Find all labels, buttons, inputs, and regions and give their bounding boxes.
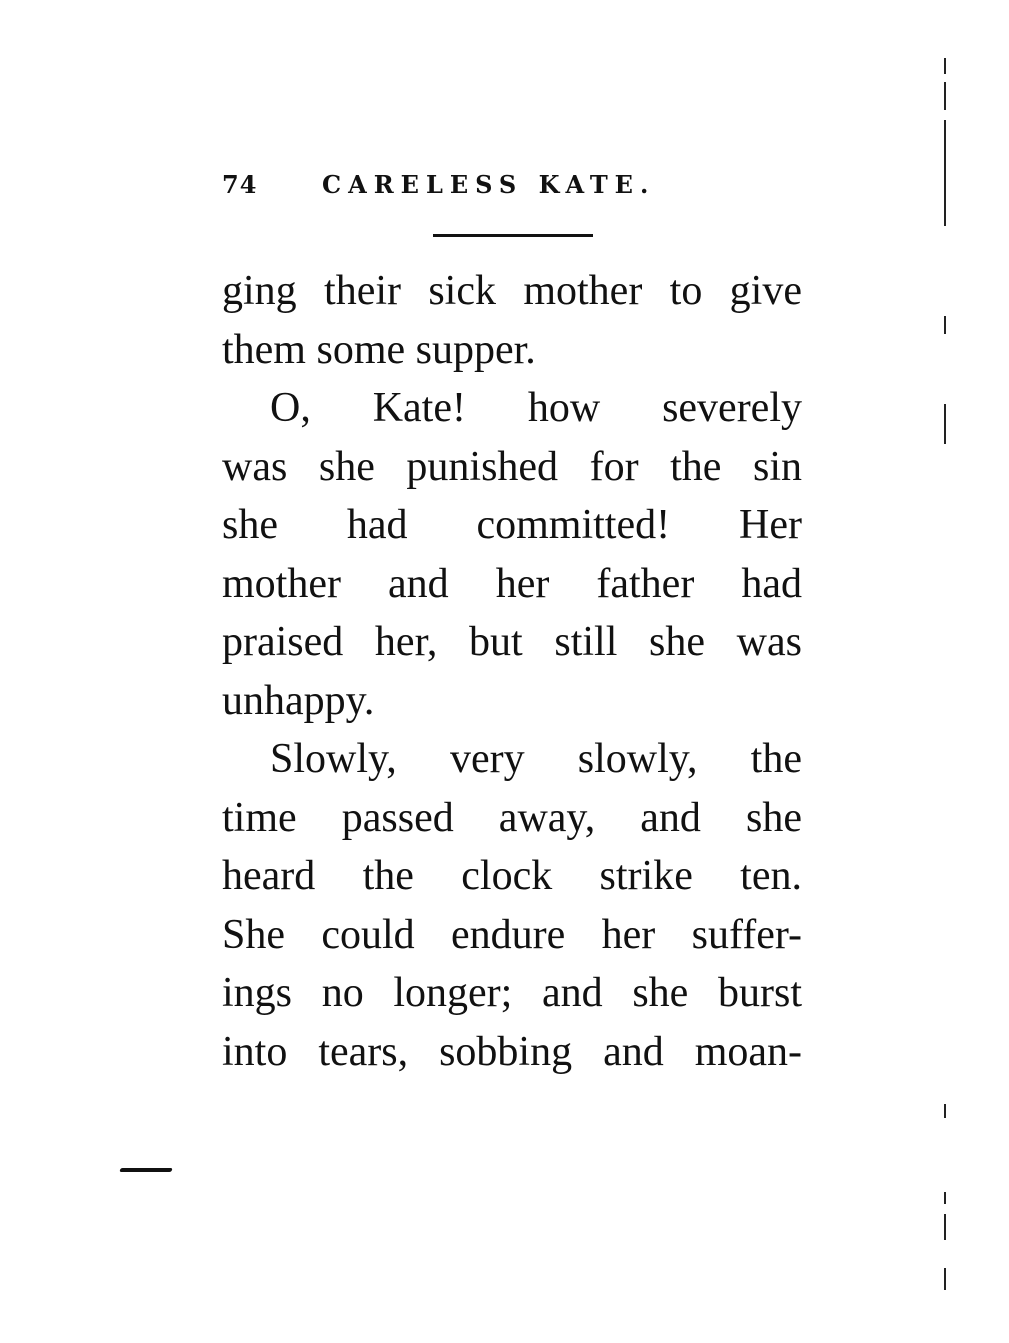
paragraph-3: [222, 730, 802, 1081]
body-text: [222, 262, 802, 1081]
scan-edge-mark: [944, 120, 946, 226]
scan-edge-mark: [944, 1104, 946, 1118]
text-line: ging their sick mother to give: [222, 268, 802, 314]
scan-edge-mark: [944, 1214, 946, 1240]
page-header: [222, 170, 802, 210]
text-line: time passed away, and she: [222, 794, 802, 841]
header-rule: [433, 234, 593, 237]
text-line: praised her, but still she was: [222, 619, 802, 665]
text-line: into tears, sobbing and moan-: [222, 1028, 802, 1075]
text-line: unhappy.: [222, 677, 375, 724]
text-line: mother and her father had: [222, 560, 802, 607]
paragraph-1: [222, 262, 802, 379]
scan-edge-mark: [944, 1192, 946, 1204]
running-head: CARELESS KATE.: [322, 170, 656, 199]
text-line: heard the clock strike ten.: [222, 853, 802, 899]
scan-edge-mark: [944, 82, 946, 110]
text-line: Slowly, very slowly, the: [270, 736, 802, 782]
scan-edge-mark: [944, 58, 946, 74]
text-line: she had committed! Her: [222, 502, 802, 548]
text-line: She could endure her suffer-: [222, 911, 802, 958]
scan-edge-mark: [944, 1268, 946, 1290]
scan-stray-mark: [119, 1168, 172, 1172]
page-number: 74: [222, 170, 258, 199]
scan-edge-mark: [944, 404, 946, 444]
text-line: was she punished for the sin: [222, 443, 802, 490]
text-line: ings no longer; and she burst: [222, 970, 802, 1016]
paragraph-2: [222, 379, 802, 730]
scan-edge-mark: [944, 316, 946, 334]
text-line: them some supper.: [222, 326, 536, 373]
text-line: O, Kate! how severely: [270, 385, 802, 431]
